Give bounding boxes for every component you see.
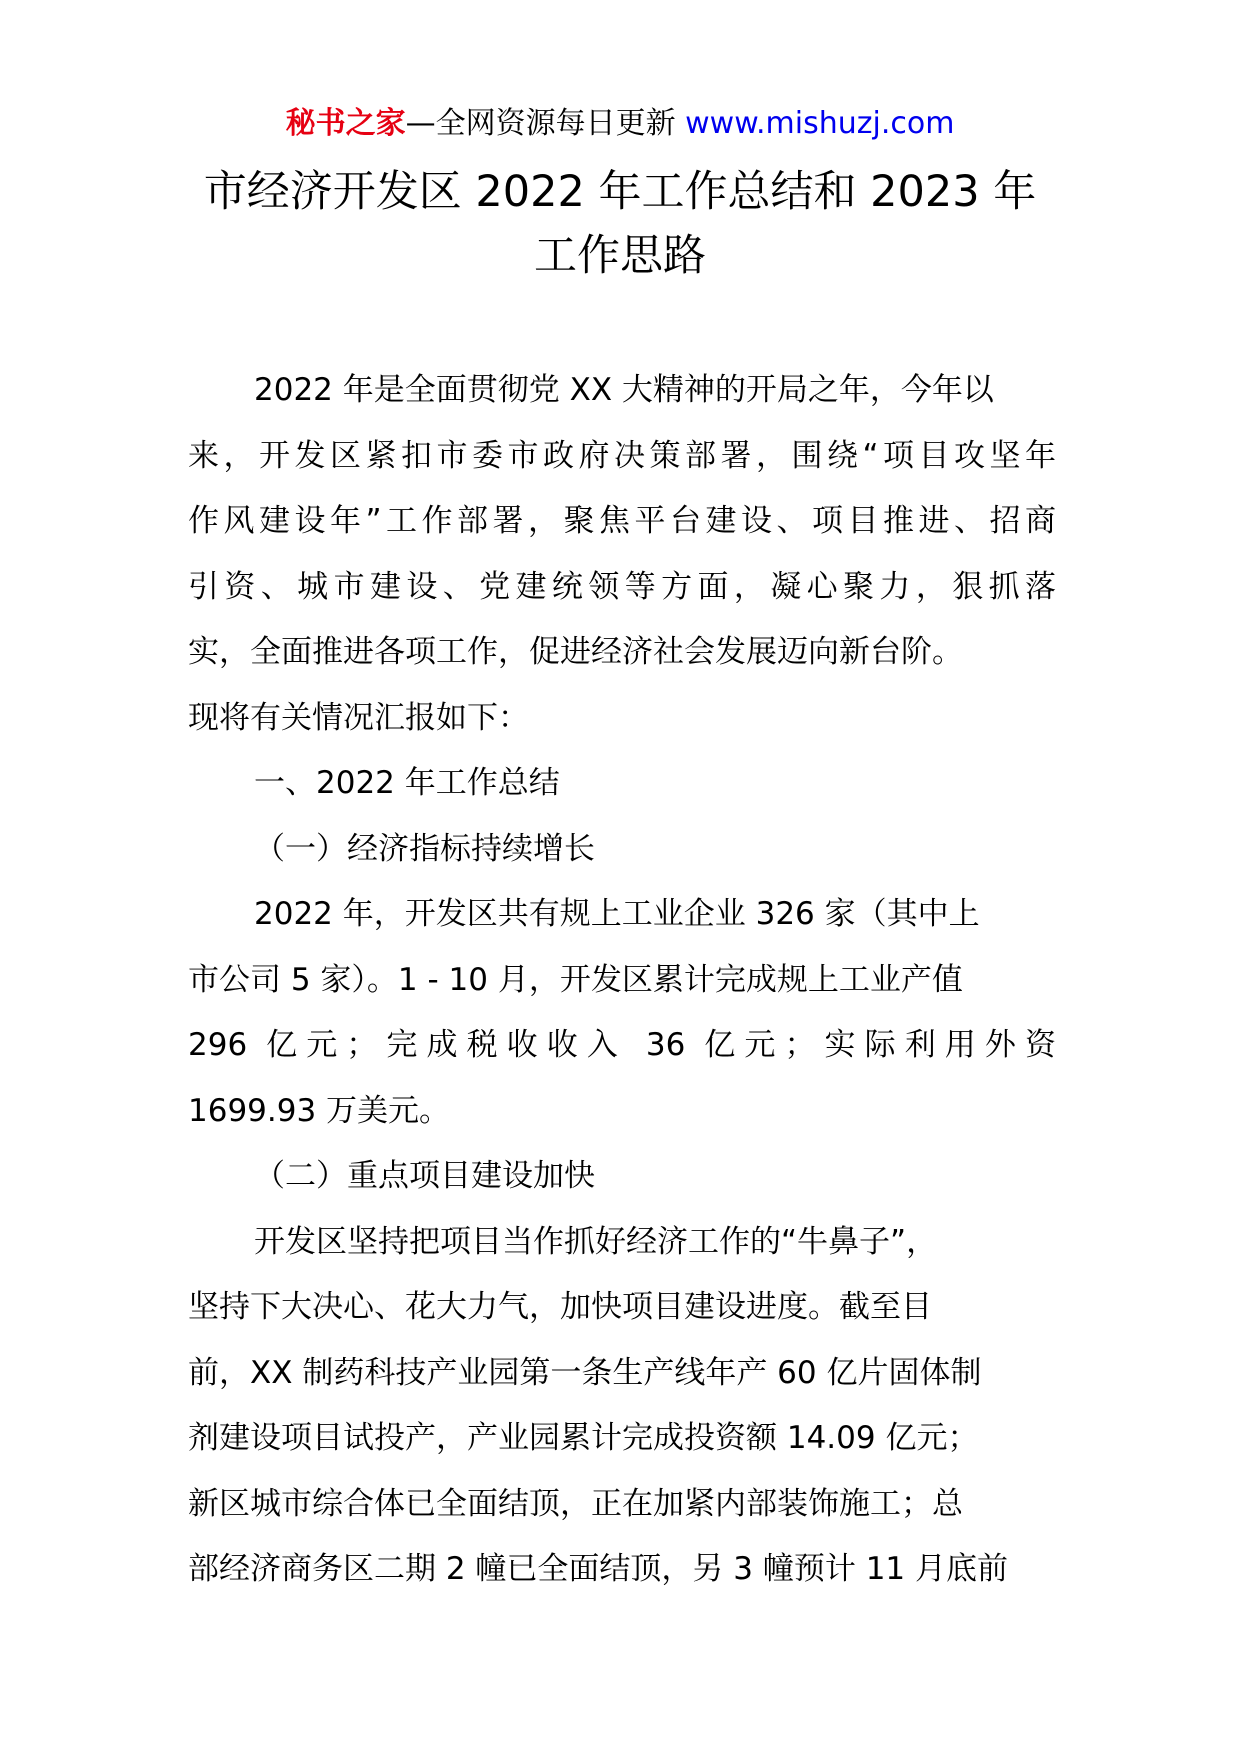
body-line: 市公司 5 家）。1 - 10 月，开发区累计完成规上工业产值 [188,961,963,998]
document-body [188,358,1056,1603]
body-line: 现将有关情况汇报如下： [188,699,529,736]
body-line: 296 亿元；完成税收收入 36 亿元；实际利用外资 [188,1027,1056,1063]
document-title [150,160,1090,288]
body-line: 1699.93 万美元。 [188,1092,451,1129]
header-tagline: —全网资源每日更新 [405,106,686,141]
site-header [0,102,1240,146]
body-line: 坚持下大决心、花大力气，加快项目建设进度。截至目 [188,1289,932,1325]
title-line-2: 工作思路 [534,231,706,281]
title-line-1: 市经济开发区 2022 年工作总结和 2023 年 [203,167,1037,217]
subsection-heading: （二）重点项目建设加快 [254,1158,595,1194]
site-url[interactable]: www.mishuzj.com [685,106,955,141]
body-line: 实，全面推进各项工作，促进经济社会发展迈向新台阶。 [188,634,963,670]
body-line: 2022 年，开发区共有规上工业企业 326 家（其中上 [254,896,980,932]
body-line: 来，开发区紧扣市委市政府决策部署，围绕“项目攻坚年 [188,437,1056,474]
body-line: 新区城市综合体已全面结顶，正在加紧内部装饰施工；总 [188,1485,963,1522]
brand-name: 秘书之家 [285,106,406,141]
body-line: 开发区坚持把项目当作抓好经济工作的“牛鼻子”， [254,1223,938,1260]
body-line: 2022 年是全面贯彻党 XX 大精神的开局之年，今年以 [254,372,994,408]
body-line: 前，XX 制药科技产业园第一条生产线年产 60 亿片固体制 [188,1354,982,1391]
body-line: 剂建设项目试投产，产业园累计完成投资额 14.09 亿元； [188,1420,979,1456]
subsection-heading: （一）经济指标持续增长 [254,830,595,867]
section-heading: 一、2022 年工作总结 [254,765,560,801]
body-line: 部经济商务区二期 2 幢已全面结顶，另 3 幢预计 11 月底前 [188,1551,1009,1587]
body-line: 引资、城市建设、党建统领等方面，凝心聚力，狠抓落 [188,568,1056,605]
body-line: 作风建设年”工作部署，聚焦平台建设、项目推进、招商 [188,503,1056,539]
